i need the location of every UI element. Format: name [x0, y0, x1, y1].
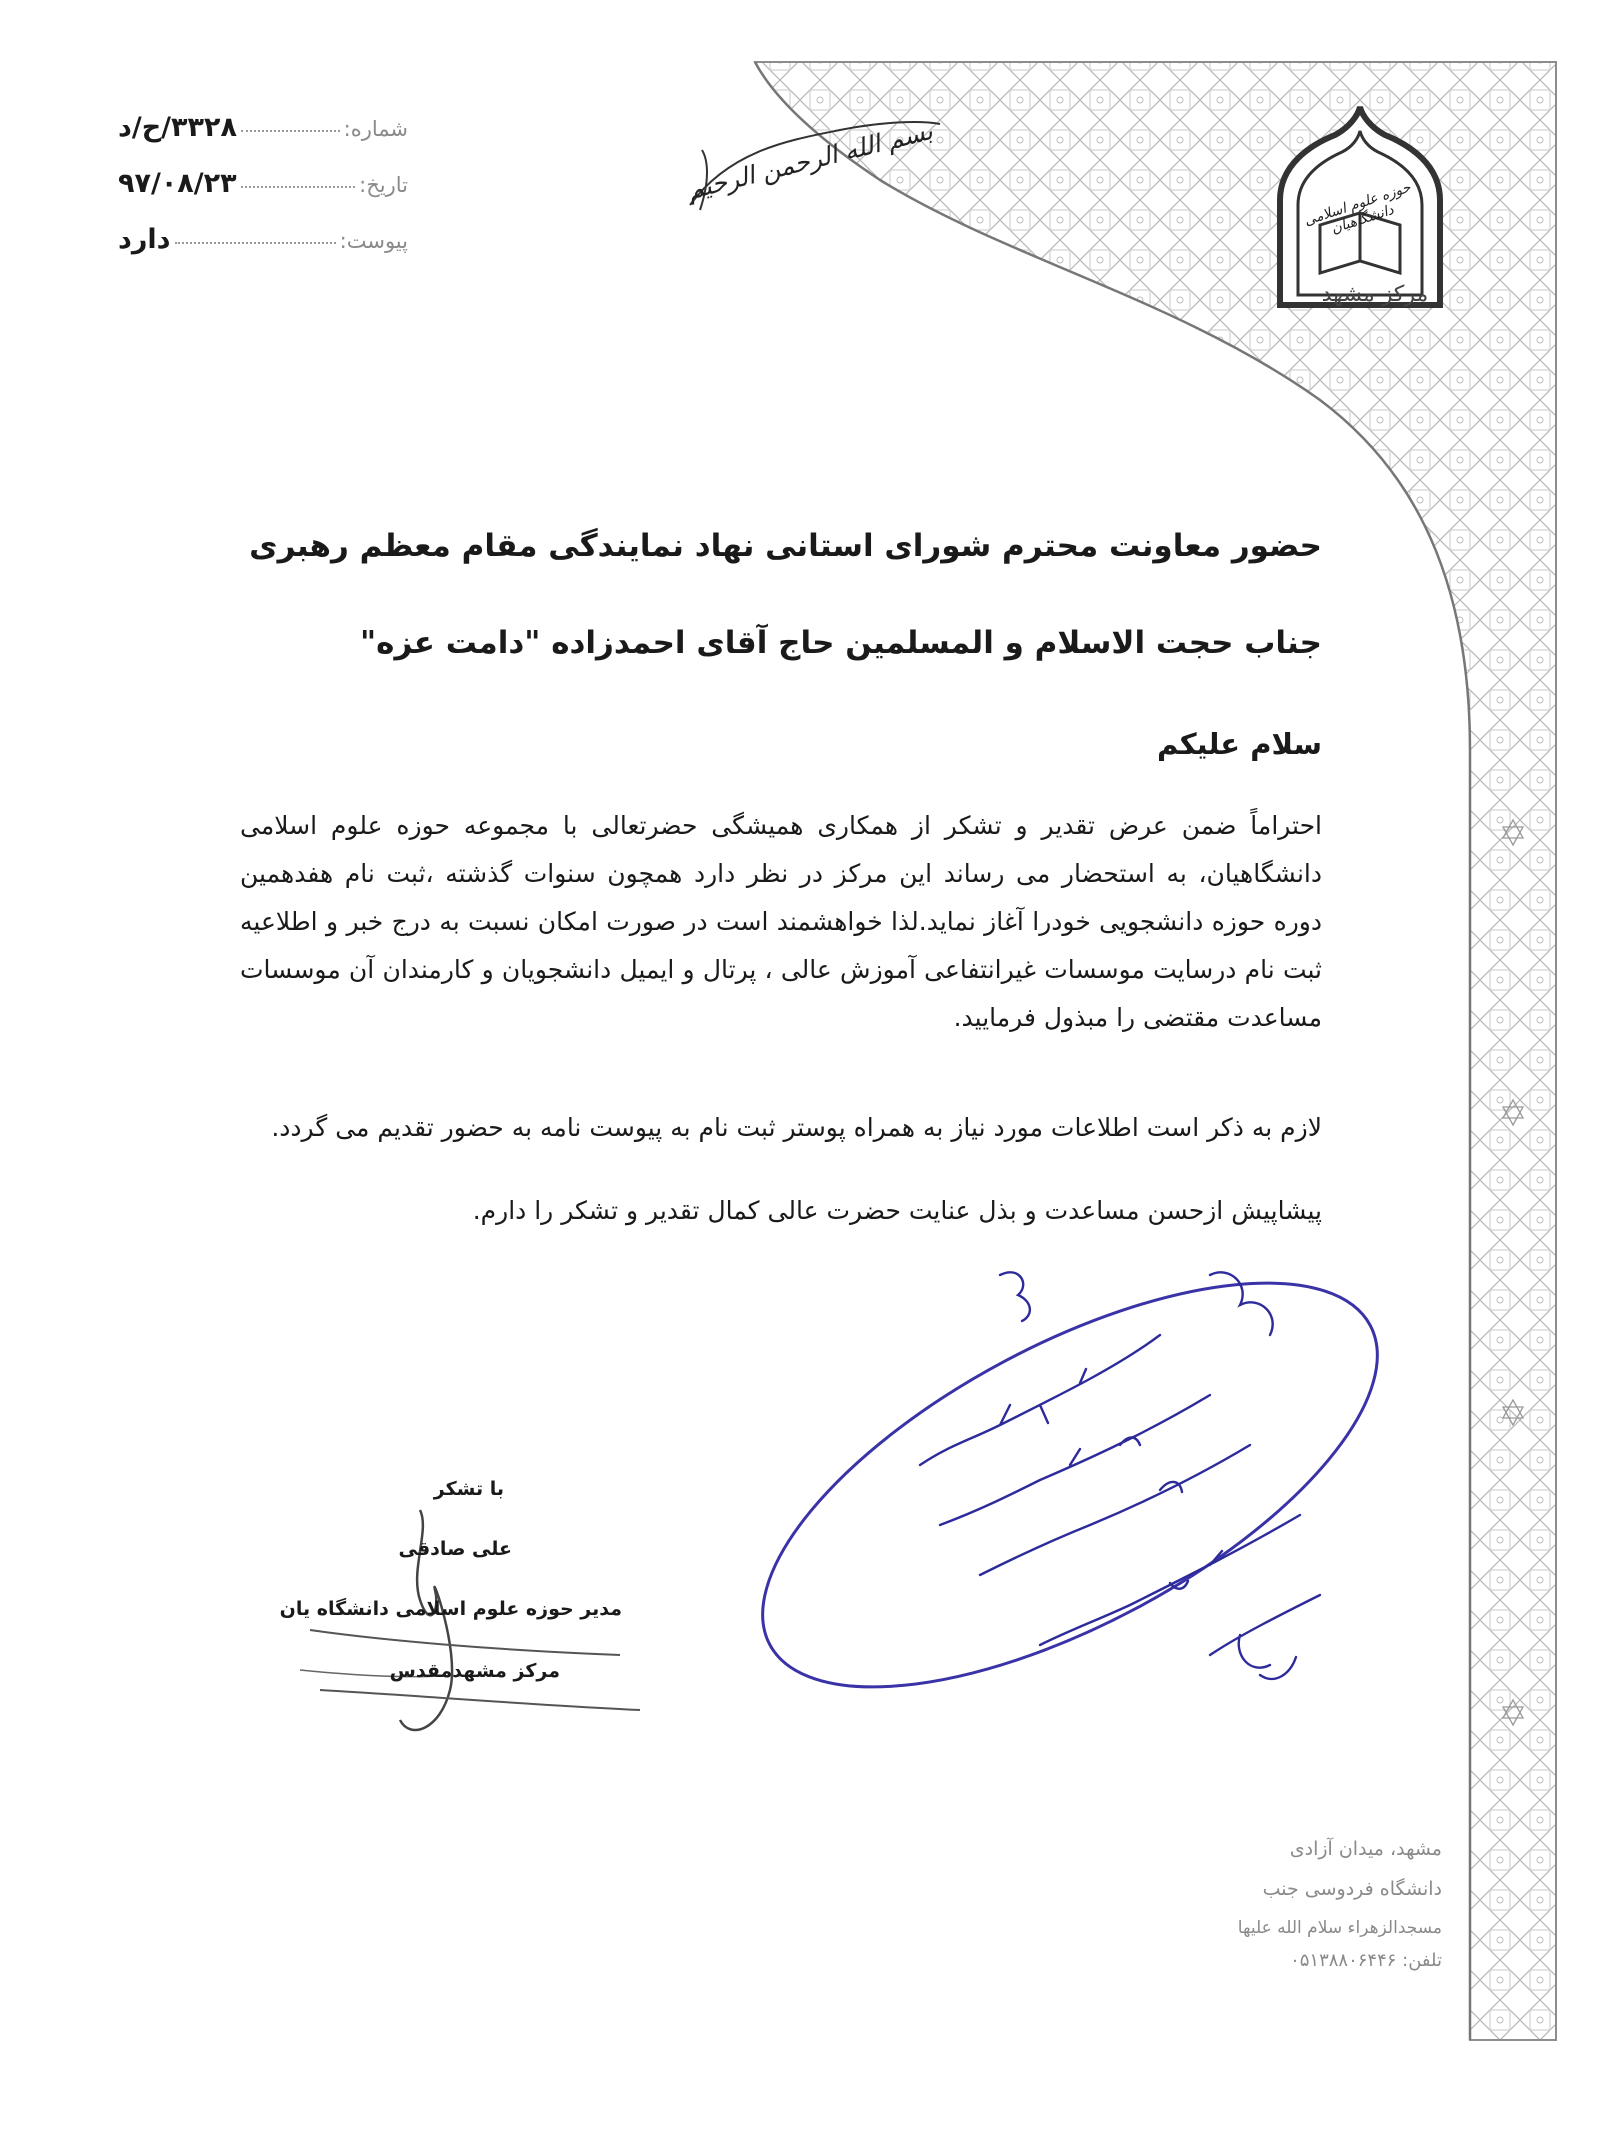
number-label: شماره: — [343, 117, 408, 141]
signatory-title: مدیر حوزه علوم اسلامی دانشگاه یان — [279, 1598, 622, 1620]
dotted-leader — [241, 186, 356, 188]
meta-date-row — [118, 168, 408, 224]
salutation: سلام علیکم — [1157, 727, 1322, 761]
letter-paragraph-3: پیشاپیش ازحسن مساعدت و بذل عنایت حضرت عالی کمال تقدیر و تشکر را دارم. — [472, 1196, 1322, 1225]
address-line-3: مسجدالزهراء سلام الله علیها — [1237, 1918, 1442, 1938]
bismillah-text: بسم الله الرحمن الرحیم — [684, 116, 936, 205]
dotted-leader — [175, 242, 336, 244]
signatory-center: مرکز مشهدمقدس — [389, 1660, 560, 1682]
date-label: تاریخ: — [359, 173, 408, 197]
phone-line: تلفن: ۰۵۱۳۸۸۰۶۴۴۶ — [1290, 1950, 1442, 1971]
handwritten-annotation — [740, 1215, 1400, 1735]
signature-closing: با تشکر — [433, 1478, 504, 1500]
handwritten-signature — [290, 1490, 660, 1760]
letter-paragraph-1: احتراماً ضمن عرض تقدیر و تشکر از همکاری همیشگی حضرتعالی با مجموعه حوزه علوم اسلامی دانشگاهیان، به استحضار می رساند این مرکز در نظر دارد همچون سنوات گذشته ،ثبت نام هفدهمین دوره حوزه دانشجویی خودرا آغاز نماید.لذا خواهشمند است در صورت امکان نسبت به درج خبر و اطلاعیه ثبت نام درسایت موسسات غیرانتفاعی آموزش عالی ، پرتال و ایمیل دانشجویان و کارمندان آن موسسات مساعدت مقتضی را مبذول فرمایید. — [240, 811, 1322, 1032]
attachment-label: پیوست: — [339, 229, 408, 253]
addressee-line-2: جناب حجت الاسلام و المسلمین حاج آقای احمدزاده "دامت عزه" — [360, 625, 1322, 661]
address-line-1: مشهد، میدان آزادی — [1289, 1838, 1442, 1860]
meta-attachment-row — [118, 224, 408, 280]
address-line-2: دانشگاه فردوسی جنب — [1262, 1878, 1442, 1900]
date-value: ۹۷/۰۸/۲۳ — [118, 168, 237, 199]
letter-paragraph-2: لازم به ذکر است اطلاعات مورد نیاز به همراه پوستر ثبت نام به پیوست نامه به حضور تقدیم می گردد. — [271, 1113, 1322, 1142]
logo-caption: مرکز مشهد — [1321, 282, 1429, 307]
logo-inner-text: حوزه علوم اسلامی دانشگاهیان — [1302, 179, 1413, 238]
letter-meta — [118, 112, 408, 280]
addressee-line-1: حضور معاونت محترم شورای استانی نهاد نمایندگی مقام معظم رهبری — [249, 528, 1322, 564]
signatory-name: علی صادقی — [398, 1538, 512, 1560]
number-value: ۳۳۲۸/ح/د — [118, 112, 237, 143]
meta-number-row — [118, 112, 408, 168]
bismillah-calligraphy — [670, 110, 950, 220]
dotted-leader — [241, 130, 340, 132]
attachment-value: دارد — [118, 224, 171, 255]
